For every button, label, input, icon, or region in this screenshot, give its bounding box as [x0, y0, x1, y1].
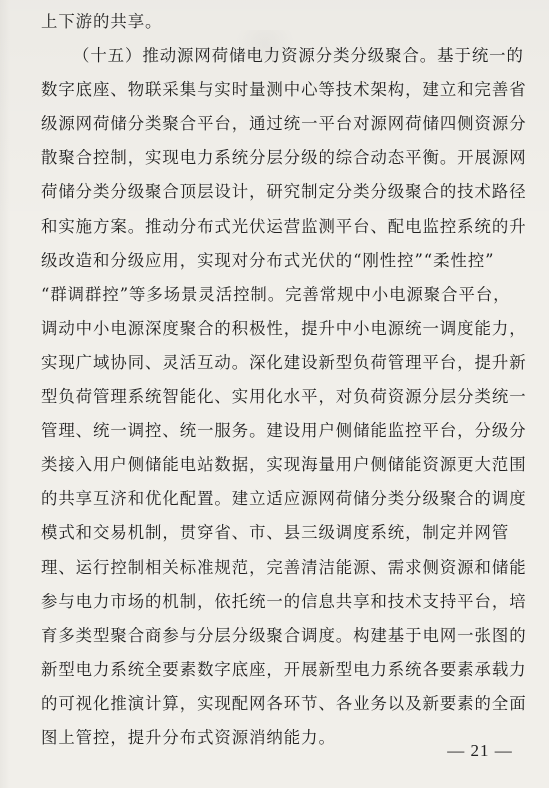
text-line: 图上管控，提升分布式资源消纳能力。 [41, 727, 336, 747]
text-line: 的共享互济和优化配置。建立适应源网荷储分类分级聚合的调度 [41, 489, 527, 509]
text-line: “群调群控”等多场景灵活控制。完善常规中小电源聚合平台， [41, 284, 511, 304]
body-text [41, 5, 531, 755]
text-line: 类接入用户侧储能电站数据，实现海量用户侧储能资源更大范围 [41, 455, 527, 475]
text-line: 实现广域协同、灵活互动。深化建设新型负荷管理平台，提升新 [41, 352, 527, 372]
text-line: 新型电力系统全要素数字底座，开展新型电力系统各要素承载力 [41, 659, 527, 679]
text-line: 型负荷管理系统智能化、实用化水平，对负荷资源分层分类统一 [41, 387, 527, 407]
text-line: 调动中小电源深度聚合的积极性，提升中小电源统一调度能力， [41, 318, 527, 338]
text-line: 理、运行控制相关标准规范，完善清洁能源、需求侧资源和储能 [41, 557, 527, 577]
page-number: — 21 — [447, 741, 513, 760]
text-line: 和实施方案。推动分布式光伏运营监测平台、配电监控系统的升 [41, 216, 527, 236]
section-heading-line: （十五）推动源网荷储电力资源分类分级聚合。基于统一的 [73, 46, 524, 66]
text-line: 参与电力市场的机制，依托统一的信息共享和技术支持平台，培 [41, 591, 527, 611]
text-line: 育多类型聚合商参与分层分级聚合调度。构建基于电网一张图的 [41, 625, 527, 645]
text-line: 级源网荷储分类聚合平台，通过统一平台对源网荷储四侧资源分 [41, 114, 527, 134]
text-line: 的可视化推演计算，实现配网各环节、各业务以及新要素的全面 [41, 693, 527, 713]
text-line: 模式和交易机制，贯穿省、市、县三级调度系统，制定并网管 [41, 523, 510, 543]
text-line: 级改造和分级应用，实现对分布式光伏的“刚性控”“柔性控” [41, 250, 495, 270]
text-line: 散聚合控制，实现电力系统分层分级的综合动态平衡。开展源网 [41, 148, 527, 168]
text-line: 上下游的共享。 [41, 12, 163, 31]
text-line: 数字底座、物联采集与实时量测中心等技术架构，建立和完善省 [41, 80, 527, 100]
text-line: 管理、统一调控、统一服务。建设用户侧储能监控平台，分级分 [41, 421, 527, 441]
text-line: 荷储分类分级聚合顶层设计，研究制定分类分级聚合的技术路径 [41, 182, 527, 202]
